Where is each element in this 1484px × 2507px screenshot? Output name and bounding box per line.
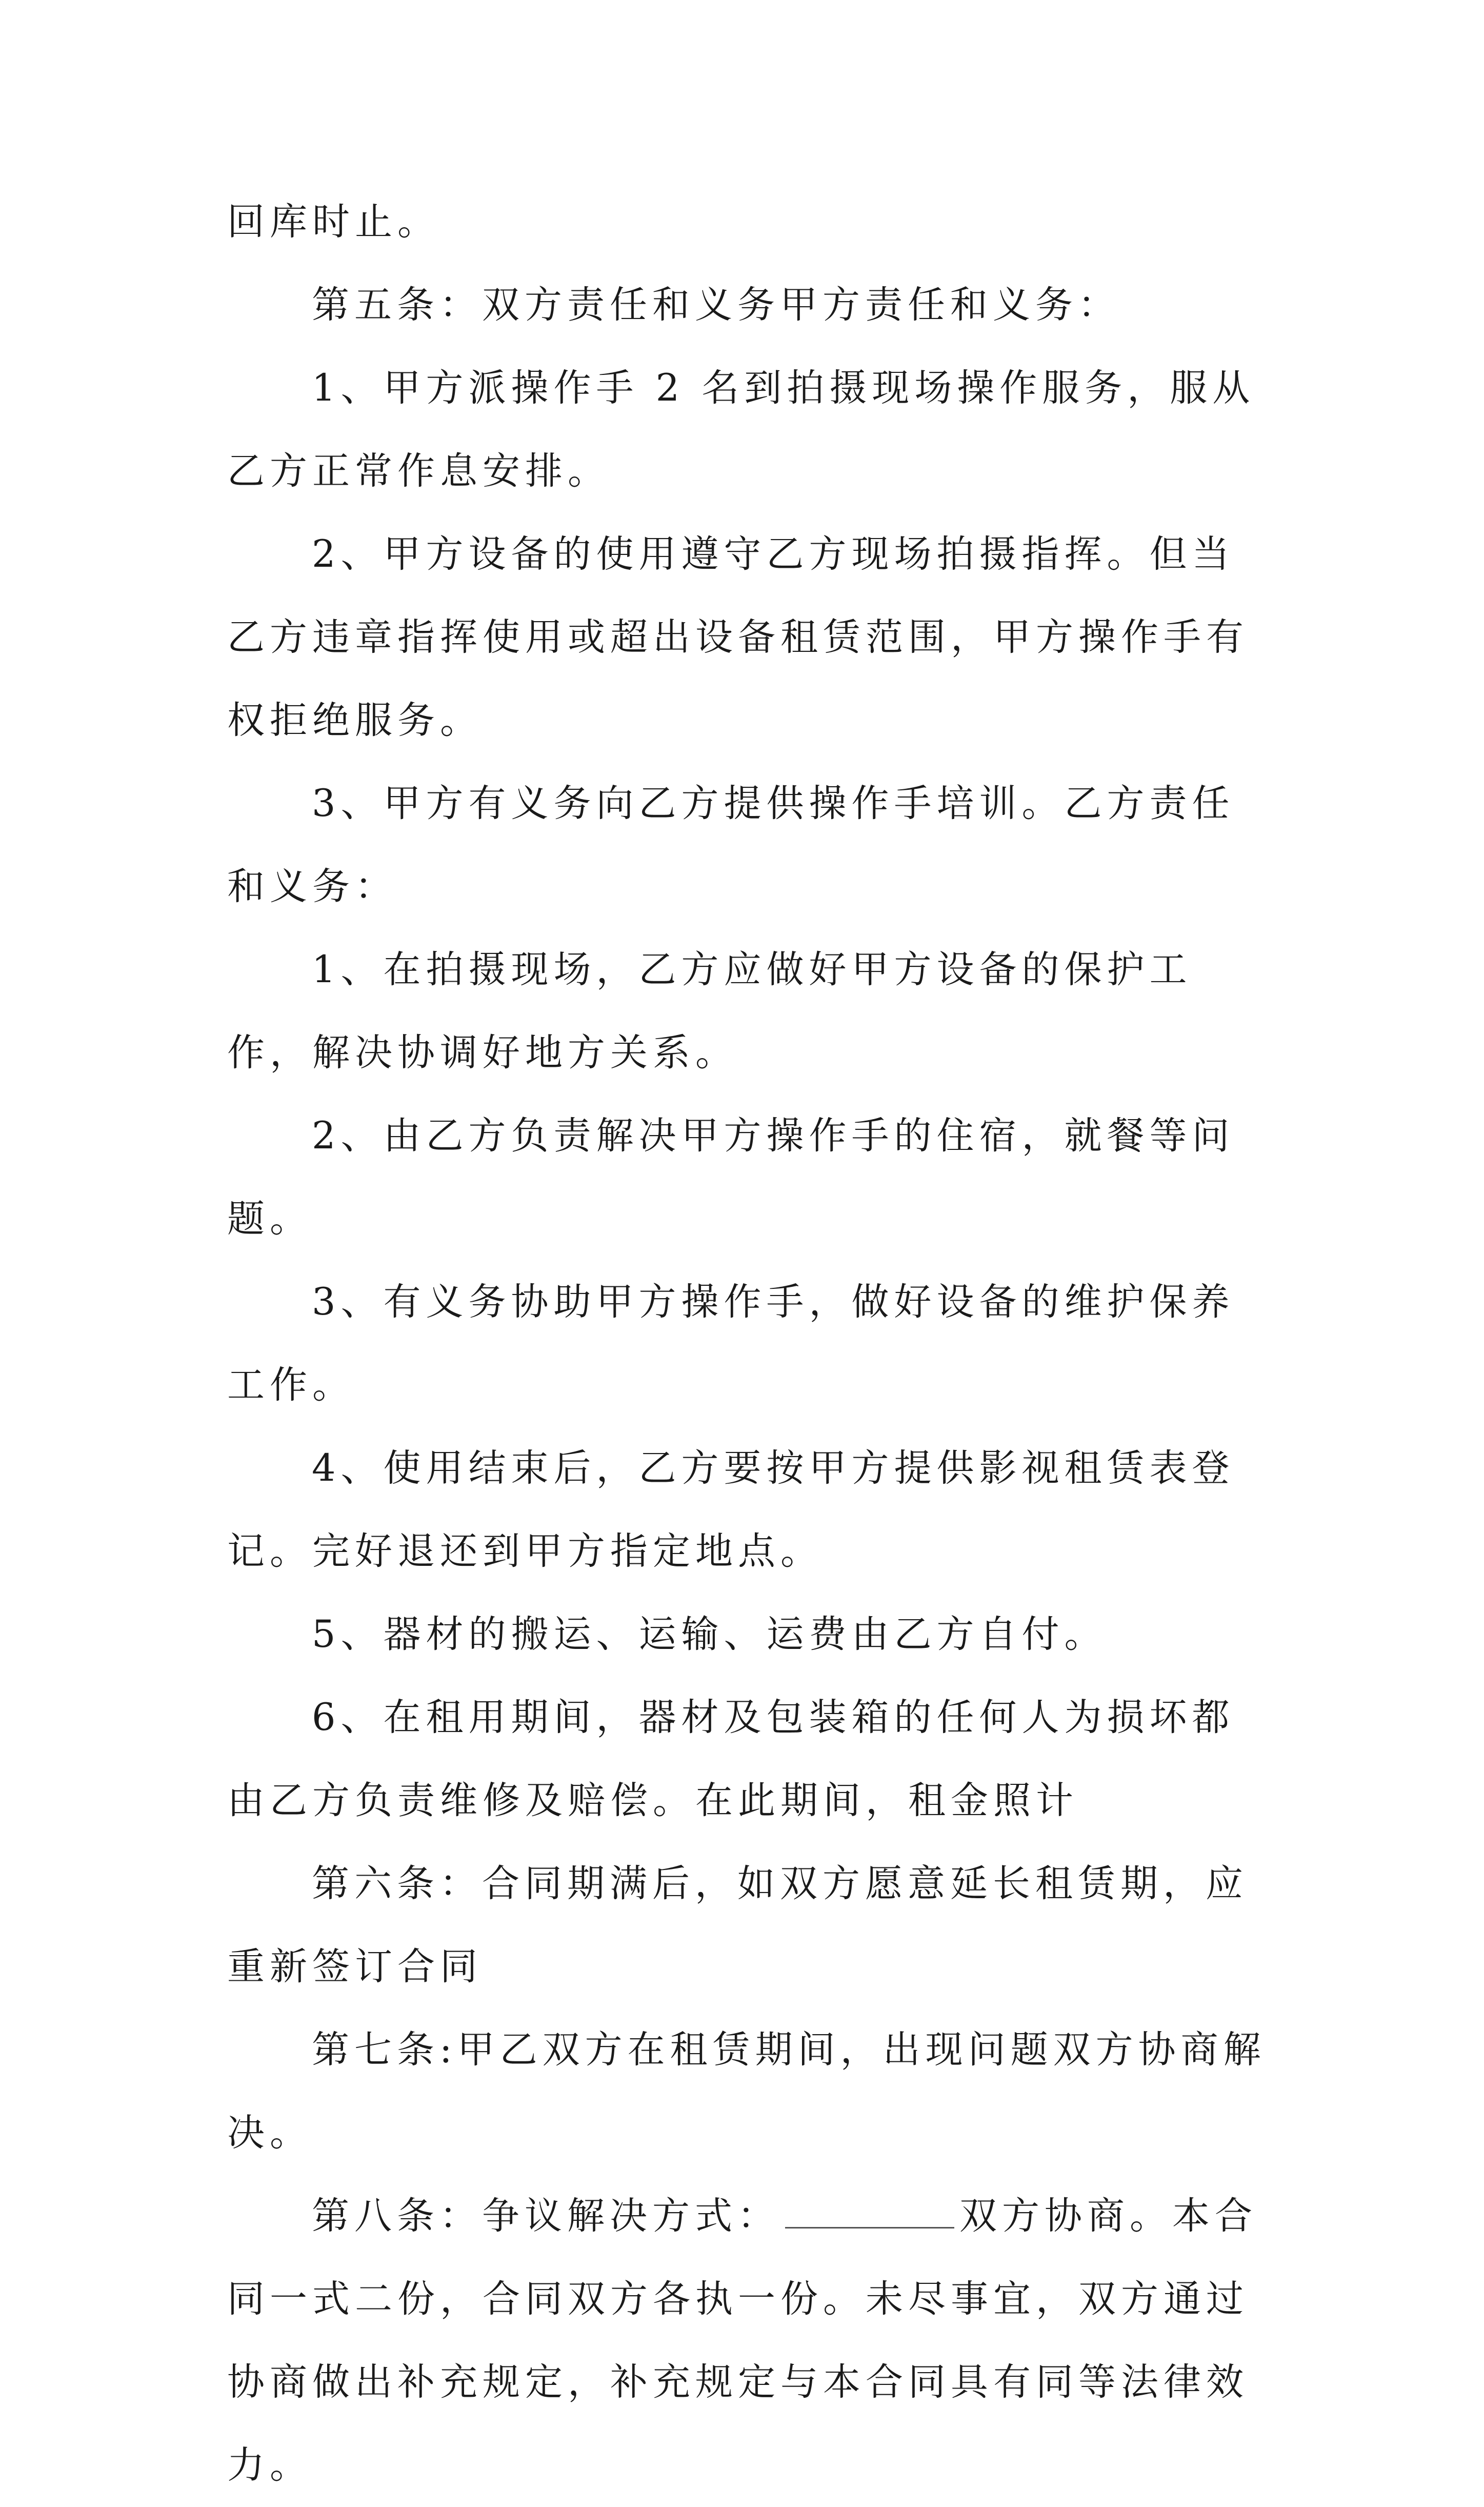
document-body <box>227 181 1271 2507</box>
article-5-heading: 第五条：双方责任和义务甲方责任和义务： <box>312 283 1120 327</box>
party-a-duty-2: 2、甲方设备的使用遵守乙方现场拍摄指挥。但当乙方违章指挥使用或超出设备租赁范围，甲方操作手有权拒绝服务。 <box>227 532 1249 742</box>
party-a-duty-1: 1、甲方派操作手 2 名到拍摄现场操作服务，服从乙方正常作息安排。 <box>227 366 1255 493</box>
party-b-duty-1: 1、在拍摄现场，乙方应做好甲方设备的保护工作，解决协调好地方关系。 <box>227 948 1192 1075</box>
paragraph-continuation: 回库时止。 <box>227 200 440 244</box>
article-6: 第六条：合同期满后，如双方愿意延长租赁期，应重新签订合同 <box>227 1862 1248 1988</box>
article-8-rest: 双方协商。本合同一式二份，合同双方各执一份。未尽事宜，双方通过协商做出补充规定，补充规定与本合同具有同等法律效力。 <box>227 2194 1257 2487</box>
article-7: 第七条:甲乙双方在租赁期间，出现问题双方协商解决。 <box>227 2028 1266 2155</box>
article-8 <box>227 2175 1271 2507</box>
party-b-duty-2: 2、由乙方负责解决甲方操作手的住宿，就餐等问题。 <box>227 1114 1235 1241</box>
party-b-duty-5: 5、器材的搬运、运输、运费由乙方自付。 <box>312 1613 1107 1656</box>
party-a-duty-3: 3、甲方有义务向乙方提供操作手培训。乙方责任和义务： <box>227 782 1235 908</box>
party-b-duty-6: 6、在租用期间，器材及包装箱的任何人为损坏都由乙方负责维修及赔偿。在此期间，租金照计 <box>227 1696 1235 1822</box>
fill-in-blank <box>785 2196 954 2229</box>
party-b-duty-3: 3、有义务协助甲方操作手，做好设备的维护保养工作。 <box>227 1280 1235 1407</box>
party-b-duty-4: 4、使用结束后，乙方要按甲方提供影视租赁表登记。完好退还到甲方指定地点。 <box>227 1446 1235 1573</box>
article-8-lead: 第八条：争议解决方式： <box>312 2194 780 2238</box>
